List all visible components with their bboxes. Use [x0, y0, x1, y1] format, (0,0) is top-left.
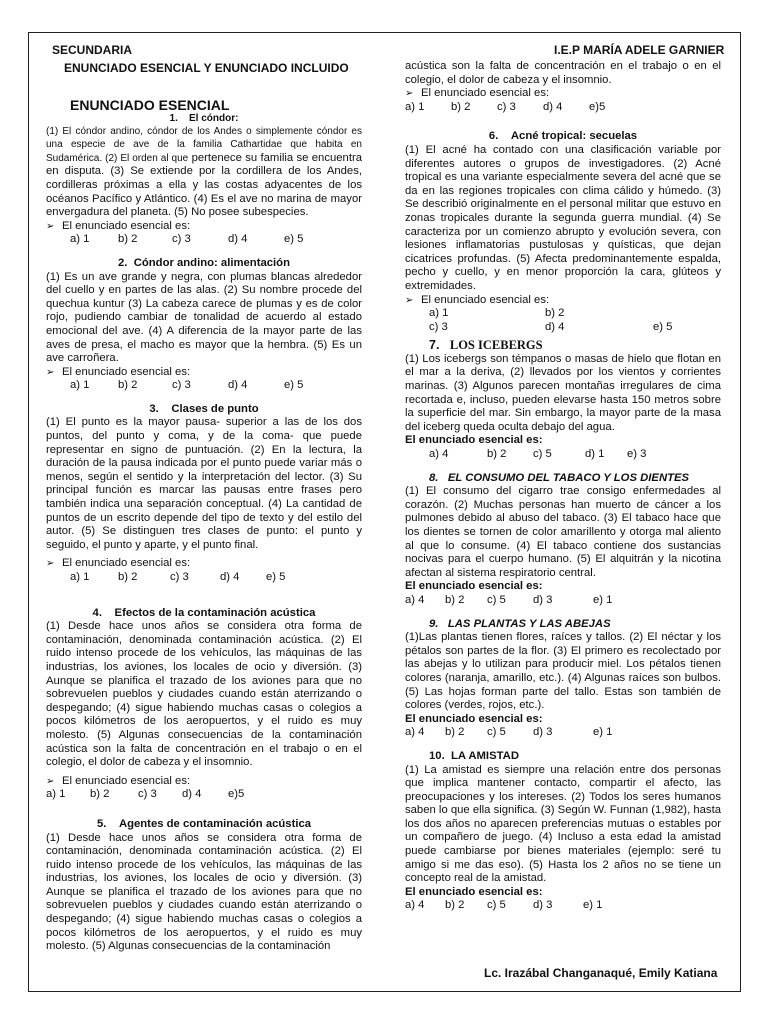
section-6-text: (1) El acné ha contado con una clasificación variable por diferentes autores o grupos de investigadores. (2) Acné tropical es una variante especialmente severa del acné que se da en las regiones tropicales con clima cálido y húmedo. (3) Se describió originalmente en el personal militar que estuvo en zonas tropicales durante la segunda guerra mundial. (4) Se caracteriza por un comienzo abrupto y evolución severa, con lesiones inflamatorias pustulosas y quísticas, que dejan cicatrices profundas. (5) Afecta predominantemente espalda, pecho y cuello, y en menor proporción la cara, glúteos y extremidades.	[405, 143, 721, 292]
option[interactable]: b) 2	[118, 233, 138, 246]
option[interactable]: b) 2	[118, 379, 138, 392]
section-10-question: El enunciado esencial es:	[405, 885, 543, 898]
section-2-options	[46, 379, 362, 393]
section-3-text: (1) El punto es la mayor pausa- superior a las de los dos puntos, del punto y coma, y de la coma- que puede representar en signo de puntuación. (2) En la lectura, la duración de la pausa indicada por el punto puede variar más o menos, según el sentido y la interpretación del lector. (3) Su principal función es marcar las pausas entre frases pero también indica una separación conceptual. (4) La cantidad de puntos de un escrito depende del tipo de texto y del estilo del autor. (5) Se distinguen tres clases de punto: el punto y seguido, el punto y aparte, y el punto final.	[46, 416, 362, 551]
section-4-text: (1) Desde hace unos años se considera otra forma de contaminación, denominada contaminación acústica. (2) El ruido intenso procede de los vehículos, las máquinas de las industrias, los aviones, los locales de ocio y diversión. (3) Aunque se planifica el trazado de los aviones para que no sobrevuelen pueblos y ciudades cuando están aterrizando o despegando; (4) sigue habiendo muchas casas o colegios a pocos kilómetros de los aeropuertos, y el ruido es muy molesto. (5) Algunas consecuencias de la contaminación acústica son la falta de concentración en el trabajo o en el colegio, el dolor de cabeza y el insomnio.	[46, 620, 362, 769]
section-8-title: 8. EL CONSUMO DEL TABACO Y LOS DIENTES	[429, 471, 690, 484]
option[interactable]: d) 4	[228, 233, 248, 246]
option[interactable]: d) 3	[533, 726, 553, 739]
option[interactable]: e) 1	[583, 899, 603, 912]
option[interactable]: d) 4	[228, 379, 248, 392]
section-1-options	[46, 233, 362, 247]
section-2-question: ➢ El enunciado esencial es:	[46, 365, 191, 378]
section-5-options	[405, 101, 721, 115]
option[interactable]: c) 3	[172, 233, 191, 246]
option[interactable]: c) 3	[138, 788, 157, 801]
option[interactable]: e) 1	[593, 593, 613, 606]
main-title: ENUNCIADO ESENCIAL	[70, 97, 230, 113]
option[interactable]: a) 4	[429, 448, 449, 461]
option[interactable]: a) 1	[429, 307, 449, 320]
footer-author: Lc. Irazábal Changanaqué, Emily Katiana	[484, 966, 718, 980]
option[interactable]: c) 5	[487, 726, 506, 739]
option[interactable]: c) 5	[487, 593, 506, 606]
option[interactable]: e) 5	[653, 320, 673, 333]
option[interactable]: d) 3	[533, 899, 553, 912]
header-subtitle: ENUNCIADO ESENCIAL Y ENUNCIADO INCLUIDO	[64, 61, 349, 75]
option[interactable]: c) 3	[170, 571, 189, 583]
option[interactable]: d) 4	[220, 571, 240, 583]
section-10-text: (1) La amistad es siempre una relación entre dos personas que implica mantener contacto, compartir el afecto, las preocupaciones y los intereses. (2) Todos los seres humanos saben lo que ella significa. (3) Según W. Funnan (1,982), hasta los dos años no aparecen preferencias mutuas o estables por un compañero de juego. (4) Incluso a esta edad la amistad puede cambiarse por bienes materiales (ejemplo: seré tu amigo si me das eso). (5) Hasta los 2 años no se tiene un concepto real de la amistad.	[405, 763, 721, 885]
section-10-options	[405, 899, 721, 913]
section-9-question: El enunciado esencial es:	[405, 712, 543, 725]
section-8-options	[405, 594, 721, 608]
option[interactable]: a) 1	[70, 379, 90, 392]
section-7-options	[405, 448, 721, 462]
option[interactable]: b) 2	[118, 571, 138, 583]
section-2-title: 2. Cóndor andino: alimentación	[118, 256, 290, 269]
option[interactable]: e)5	[228, 788, 245, 801]
section-4-options	[46, 788, 362, 802]
option[interactable]: a) 4	[405, 899, 425, 912]
section-3-question: ➢ El enunciado esencial es:	[46, 557, 191, 570]
section-6-options	[405, 307, 721, 334]
option[interactable]: b) 2	[90, 788, 110, 801]
section-4-question: ➢ El enunciado esencial es:	[46, 774, 191, 787]
option[interactable]: e) 5	[284, 379, 304, 392]
section-1-title: 1. El cóndor:	[169, 112, 239, 124]
section-1-text: (1) El cóndor andino, cóndor de los Andes o simplemente cóndor es una especie de ave de la familia Cathartidae que habita en Sudamérica. (2) El orden al que pertenece su familia se encuentra en disputa. (3) Se extiende por la cordillera de los Andes, cordilleras próximas a ella y las costas adyacentes de los océanos Pacífico y Atlántico. (4) Es el ave no marina de mayor envergadura del planeta. (5) No posee subespecies.	[46, 125, 363, 219]
section-3-title: 3. Clases de punto	[149, 402, 259, 415]
option[interactable]: a) 1	[70, 233, 90, 246]
option[interactable]: b) 2	[445, 593, 465, 606]
option[interactable]: a) 4	[405, 593, 425, 606]
section-6-question: ➢ El enunciado esencial es:	[405, 293, 550, 306]
section-6-title: 6. Acné tropical: secuelas	[488, 130, 638, 143]
section-9-title: 9. LAS PLANTAS Y LAS ABEJAS	[429, 617, 611, 630]
option[interactable]: b) 2	[451, 100, 471, 113]
option[interactable]: e) 1	[593, 726, 613, 739]
option[interactable]: d) 1	[585, 448, 605, 461]
header-school: I.E.P MARÍA ADELE GARNIER	[554, 43, 725, 57]
section-7-title: 7. LOS ICEBERGS	[429, 338, 543, 353]
right-column	[405, 60, 721, 913]
option[interactable]: c) 3	[172, 379, 191, 392]
option[interactable]: e) 5	[266, 571, 286, 583]
section-8-question: El enunciado esencial es:	[405, 580, 543, 593]
option[interactable]: e)5	[589, 100, 606, 113]
option[interactable]: b) 2	[487, 448, 507, 461]
section-5-title: 5. Agentes de contaminación acústica	[96, 817, 312, 830]
option[interactable]: b) 2	[445, 899, 465, 912]
option[interactable]: d) 4	[543, 100, 563, 113]
option[interactable]: a) 1	[70, 571, 90, 583]
option[interactable]: e) 3	[627, 448, 647, 461]
header-left-title: SECUNDARIA	[52, 43, 133, 57]
section-2-text: (1) Es un ave grande y negra, con plumas blancas alrededor del cuello y en partes de las alas. (2) Su nombre procede del quechua kuntur (3) La cabeza carece de plumas y es de color rojo, pudiendo cambiar de tonalidad de acuerdo al estado emocional del ave. (4) A diferencia de la mayor parte de las aves de presa, el macho es mayor que la hembra. (5) Es un ave carroñera.	[46, 270, 362, 365]
section-9-options	[405, 726, 721, 740]
option[interactable]: c) 5	[487, 899, 506, 912]
option[interactable]: a) 1	[405, 100, 425, 113]
option[interactable]: b) 2	[545, 307, 565, 320]
section-10-title: 10. LA AMISTAD	[429, 749, 519, 762]
section-7-text: (1) Los icebergs son témpanos o masas de hielo que flotan en el mar a la deriva, (2) llevados por los vientos y corrientes marinas. (3) Algunos parecen montañas irregulares de cima recortada e, incluso, pueden elevarse hasta 150 metros sobre la superficie del mar. Sin embargo, la mayor parte de la masa del iceberg queda oculta debajo del agua.	[405, 352, 721, 433]
option[interactable]: c) 3	[429, 320, 448, 333]
option[interactable]: d) 4	[545, 320, 565, 333]
option[interactable]: b) 2	[445, 726, 465, 739]
option[interactable]: e) 5	[284, 233, 304, 246]
section-9-text: (1)Las plantas tienen flores, raíces y tallos. (2) El néctar y los pétalos son partes de la flor. (3) El primero es recolectado por las abejas y lo utilizan para producir miel. Los pétalos tienen colores (naranja, amarillo, etc.). (4) Algunas raíces son bulbos. (5) Las hojas forman parte del tallo. Estas son también de colores (verdes, rojos, etc.).	[405, 631, 721, 712]
section-5-text: (1) Desde hace unos años se considera otra forma de contaminación, denominada contaminación acústica. (2) El ruido intenso procede de los vehículos, las máquinas de las industrias, los aviones, los locales de ocio y diversión. (3) Aunque se planifica el trazado de los aviones para que no sobrevuelen pueblos y ciudades cuando están aterrizando o despegando; (4) sigue habiendo muchas casas o colegios a pocos kilómetros de los aeropuertos, y el ruido es muy molesto. (5) Algunas consecuencias de la contaminación	[46, 831, 362, 953]
section-7-question: El enunciado esencial es:	[405, 434, 543, 447]
section-3-options	[46, 571, 362, 585]
option[interactable]: d) 4	[182, 788, 202, 801]
section-5-text-continued: acústica son la falta de concentración en el trabajo o en el colegio, el dolor de cabeza y el insomnio.	[405, 60, 721, 86]
option[interactable]: c) 5	[533, 448, 552, 461]
section-4-title: 4. Efectos de la contaminación acústica	[92, 606, 316, 619]
option[interactable]: d) 3	[533, 593, 553, 606]
section-5-question: ➢ El enunciado esencial es:	[405, 87, 550, 100]
option[interactable]: a) 4	[405, 726, 425, 739]
option[interactable]: c) 3	[497, 100, 516, 113]
section-8-text: (1) El consumo del cigarro trae consigo enfermedades al corazón. (2) Muchas personas han muerto de cáncer a los pulmones debido al abuso del tabaco. (3) El tabaco hace que los dientes se tornen de color amarillento y otorga mal aliento al que lo consume. (4) El tabaco contiene dos sustancias nocivas para el cuerpo humano. (5) El alquitrán y la nicotina afectan al sistema respiratorio central.	[405, 485, 721, 579]
option[interactable]: a) 1	[46, 788, 66, 801]
section-1-question: ➢ El enunciado esencial es:	[46, 219, 191, 232]
left-column	[46, 63, 362, 954]
